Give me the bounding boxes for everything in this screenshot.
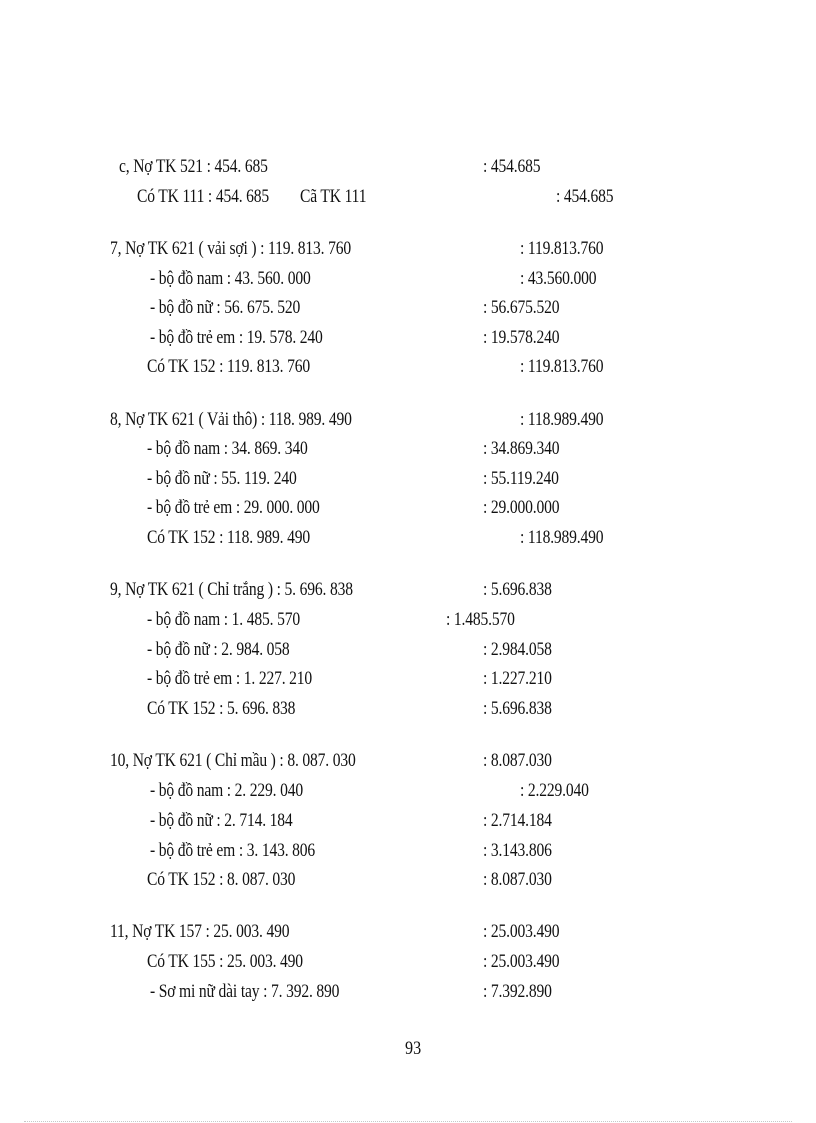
entry-line-right: : 7.392.890 (483, 981, 552, 1002)
entry-line-left: Có TK 152 : 8. 087. 030 (147, 869, 296, 890)
entry-line-left: - bộ đồ trẻ em : 1. 227. 210 (147, 668, 313, 689)
footer-divider (24, 1121, 792, 1122)
entry-line-right: : 454.685 (556, 186, 614, 207)
entry-line-right: : 5.696.838 (483, 579, 552, 600)
entry-line-left: Có TK 152 : 119. 813. 760 (147, 356, 310, 377)
entry-line-right: : 19.578.240 (483, 327, 560, 348)
entry-line-left: 7, Nợ TK 621 ( vải sợi ) : 119. 813. 760 (110, 238, 352, 259)
entry-line-right: : 454.685 (483, 156, 541, 177)
entry-line-left: - bộ đồ nữ : 2. 714. 184 (150, 810, 293, 831)
entry-line-right: : 55.119.240 (483, 468, 559, 489)
entry-line-left: - bộ đồ trẻ em : 29. 000. 000 (147, 497, 320, 518)
entry-line-right: : 119.813.760 (520, 356, 604, 377)
entry-line-left: Có TK 155 : 25. 003. 490 (147, 951, 303, 972)
entry-line-left: Có TK 152 : 118. 989. 490 (147, 527, 310, 548)
entry-line-left: - bộ đồ nữ : 56. 675. 520 (150, 297, 301, 318)
entry-line-right: : 25.003.490 (483, 921, 560, 942)
entry-line-right: : 8.087.030 (483, 869, 552, 890)
entry-line-right: : 29.000.000 (483, 497, 560, 518)
entry-line-left: - Sơ mi nữ dài tay : 7. 392. 890 (150, 981, 340, 1002)
page-number: 93 (405, 1038, 422, 1059)
entry-line-left: 9, Nợ TK 621 ( Chỉ trắng ) : 5. 696. 838 (110, 579, 353, 600)
entry-line-right: : 2.714.184 (483, 810, 552, 831)
entry-line-right: : 118.989.490 (520, 409, 604, 430)
entry-line-right: : 25.003.490 (483, 951, 560, 972)
entry-line-left: - bộ đồ nam : 1. 485. 570 (147, 609, 300, 630)
entry-line-right: : 118.989.490 (520, 527, 604, 548)
entry-line-right: : 1.227.210 (483, 668, 552, 689)
entry-line-left: Có TK 111 : 454. 685 (137, 186, 270, 207)
entry-line-left: - bộ đồ nam : 43. 560. 000 (150, 268, 311, 289)
entry-line-left: Có TK 152 : 5. 696. 838 (147, 698, 296, 719)
entry-line-left: 8, Nợ TK 621 ( Vải thô) : 118. 989. 490 (110, 409, 352, 430)
entry-line-right: : 5.696.838 (483, 698, 552, 719)
entry-line-left: 11, Nợ TK 157 : 25. 003. 490 (110, 921, 290, 942)
entry-line-left: - bộ đồ trẻ em : 19. 578. 240 (150, 327, 323, 348)
entry-line-right: : 3.143.806 (483, 840, 552, 861)
entry-line-left: - bộ đồ trẻ em : 3. 143. 806 (150, 840, 316, 861)
entry-line-right: : 34.869.340 (483, 438, 560, 459)
entry-line-right: : 119.813.760 (520, 238, 604, 259)
entry-line-left: c, Nợ TK 521 : 454. 685 (119, 156, 268, 177)
entry-line-right: : 1.485.570 (446, 609, 515, 630)
entry-line-right: : 56.675.520 (483, 297, 560, 318)
entry-line-left: - bộ đồ nữ : 55. 119. 240 (147, 468, 297, 489)
entry-line-right: : 8.087.030 (483, 750, 552, 771)
entry-line-left: - bộ đồ nam : 34. 869. 340 (147, 438, 308, 459)
entry-line-left: - bộ đồ nam : 2. 229. 040 (150, 780, 303, 801)
entry-line-right: : 43.560.000 (520, 268, 597, 289)
entry-line-right: : 2.984.058 (483, 639, 552, 660)
entry-line-left: - bộ đồ nữ : 2. 984. 058 (147, 639, 290, 660)
entry-line-mid: Cã TK 111 (300, 186, 367, 207)
entry-line-right: : 2.229.040 (520, 780, 589, 801)
entry-line-left: 10, Nợ TK 621 ( Chỉ mầu ) : 8. 087. 030 (110, 750, 356, 771)
